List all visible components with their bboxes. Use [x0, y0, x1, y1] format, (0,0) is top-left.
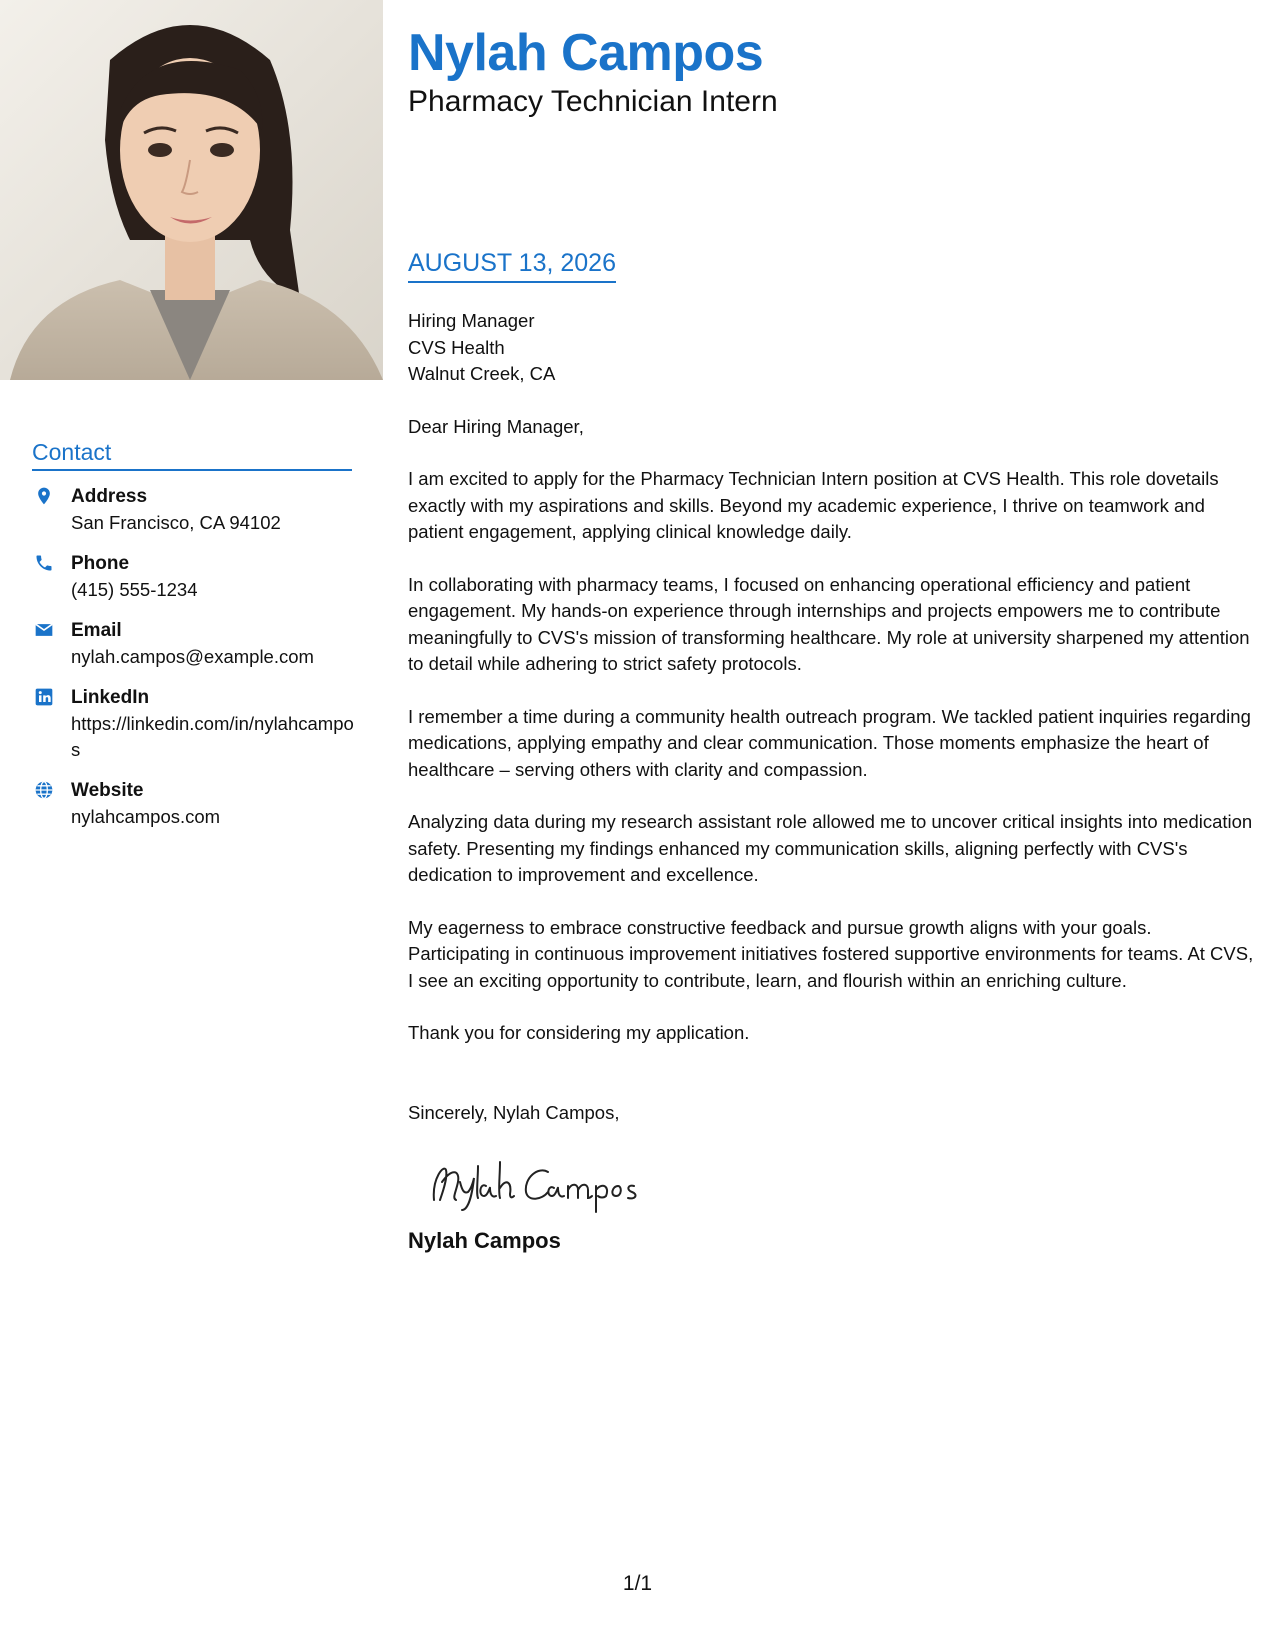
phone-value: (415) 555-1234 — [71, 579, 198, 600]
applicant-name: Nylah Campos — [408, 24, 764, 82]
contact-heading: Contact — [32, 437, 352, 471]
map-pin-icon — [34, 486, 54, 506]
recipient-line: Hiring Manager — [408, 310, 535, 331]
address-value: San Francisco, CA 94102 — [71, 512, 281, 533]
email-icon — [34, 620, 54, 640]
contact-label: Website — [71, 780, 144, 801]
handwritten-signature — [422, 1148, 662, 1220]
contact-label: LinkedIn — [71, 687, 150, 708]
page-number: 1/1 — [622, 1572, 653, 1595]
paragraph: My eagerness to embrace constructive feedback and pursue growth aligns with your goals. Participating in continuous improvement initiatives fostered supportive environments for teams. At CVS, I see an exciting opportunity to contribute, learn, and flourish within an enriching culture. — [408, 916, 1254, 991]
paragraph: Analyzing data during my research assistant role allowed me to uncover critical insights into medication safety. Presenting my findings enhanced my communication skills, aligning perfectly with CVS's dedication to improvement and excellence. — [408, 811, 1253, 885]
contact-list — [32, 484, 362, 845]
recipient-line: Walnut Creek, CA — [408, 363, 556, 384]
contact-phone — [32, 551, 362, 603]
phone-icon — [34, 553, 54, 573]
signed-name: Nylah Campos — [408, 1228, 561, 1253]
contact-email — [32, 618, 362, 670]
paragraph: Thank you for considering my application. — [408, 1022, 750, 1043]
recipient-line: CVS Health — [408, 336, 505, 358]
contact-linkedin — [32, 685, 362, 763]
job-title: Pharmacy Technician Intern — [408, 85, 778, 118]
letter-body — [408, 308, 1256, 1256]
closing: Sincerely, Nylah Campos, — [408, 1101, 620, 1123]
salutation: Dear Hiring Manager, — [408, 415, 584, 437]
website-link[interactable]: nylahcampos.com — [71, 806, 221, 827]
portrait-illustration — [0, 0, 383, 380]
letter-date: AUGUST 13, 2026 — [408, 247, 616, 283]
globe-icon — [34, 780, 54, 800]
recipient-block — [408, 308, 1256, 388]
contact-address — [32, 484, 362, 536]
sidebar — [0, 0, 383, 1650]
paragraph: In collaborating with pharmacy teams, I focused on enhancing operational efficiency and patient engagement. My hands-on experience through internships and projects empowers me to contribute meaningfully to CVS's mission of transforming healthcare. My role at university sharpened my attention to detail while adhering to strict safety protocols. — [408, 573, 1250, 674]
signature-image — [422, 1148, 1256, 1220]
profile-photo — [0, 0, 383, 380]
contact-label: Address — [71, 486, 148, 507]
contact-label: Email — [71, 620, 122, 641]
contact-website — [32, 778, 362, 830]
paragraph: I remember a time during a community health outreach program. We tackled patient inquiries regarding medications, applying empathy and clear communication. Those moments emphasize the heart of healthcare – serving others with clarity and compassion. — [408, 705, 1251, 780]
contact-label: Phone — [71, 553, 130, 574]
linkedin-icon — [34, 687, 54, 707]
linkedin-link[interactable]: https://linkedin.com/in/nylahcampos — [71, 713, 354, 760]
email-link[interactable]: nylah.campos@example.com — [71, 646, 314, 667]
paragraph: I am excited to apply for the Pharmacy Technician Intern position at CVS Health. This role dovetails exactly with my aspirations and skills. Beyond my academic experience, I thrive on teamwork and patient engagement, applying clinical knowledge daily. — [408, 468, 1219, 542]
